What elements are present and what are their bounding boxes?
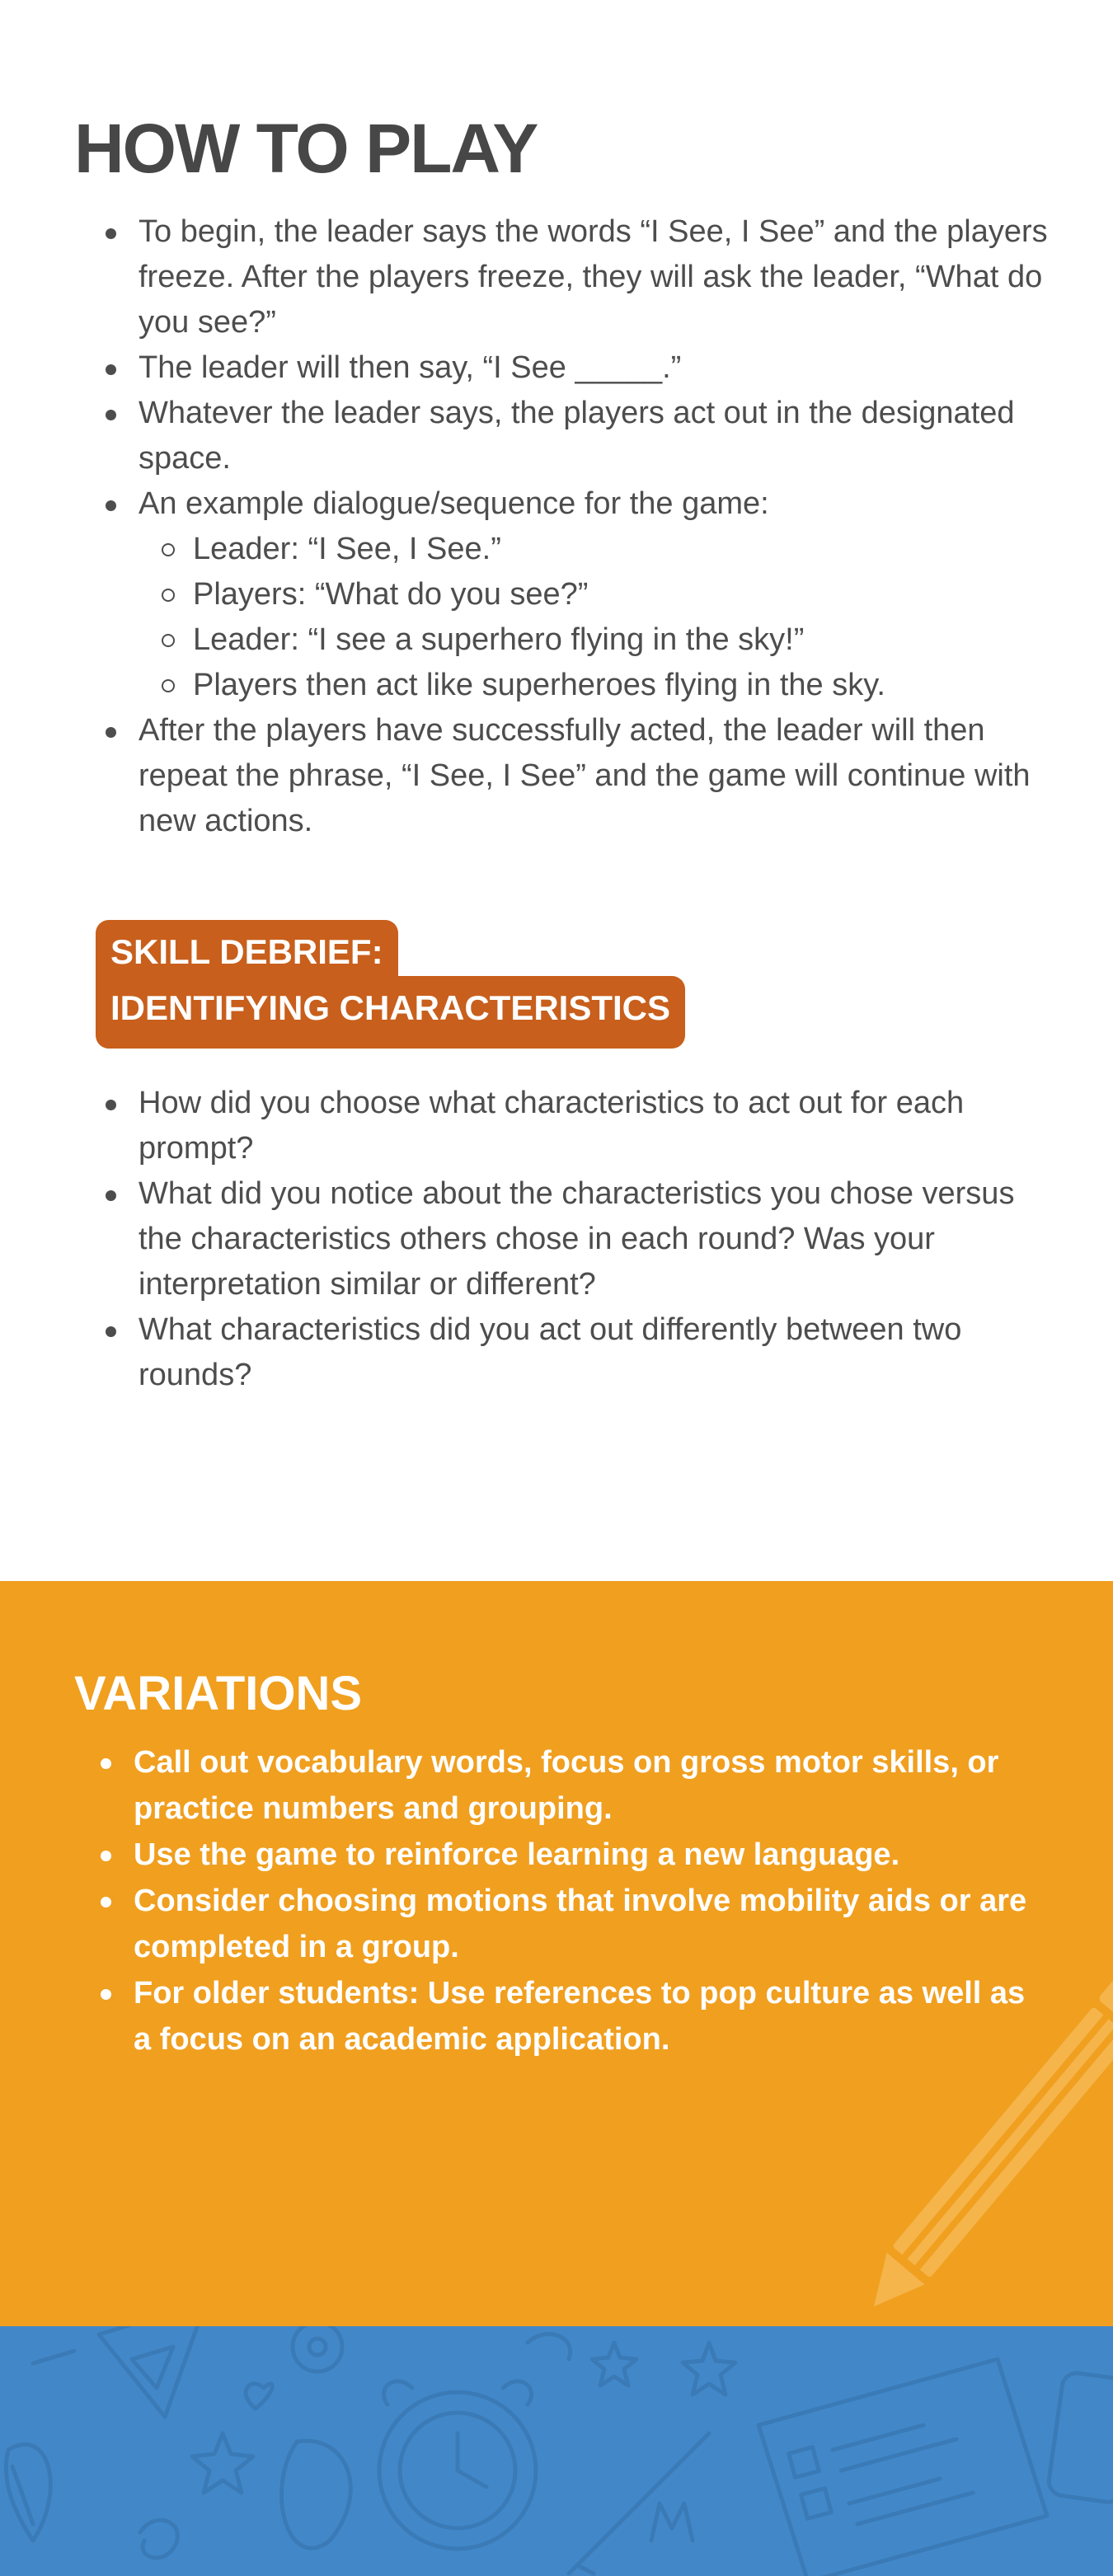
step-text: Whatever the leader says, the players act out in the designated space. — [139, 396, 1015, 476]
step-text: An example dialogue/sequence for the game: — [139, 486, 769, 521]
list-item: Call out vocabulary words, focus on gross motor skills, or practice numbers and grouping. — [0, 1739, 1113, 1832]
list-item: What did you notice about the characteristics you chose versus the characteristics others chose in each round? Was your interpretation similar or different? — [0, 1171, 1113, 1307]
list-item — [0, 481, 1113, 708]
list-item: Use the game to reinforce learning a new language. — [0, 1832, 1113, 1878]
step-text: The leader will then say, “I See _____.” — [139, 350, 682, 385]
list-item: What characteristics did you act out differently between two rounds? — [0, 1307, 1113, 1398]
star-doodle-icon — [192, 2433, 253, 2493]
letter-doodle-icon — [651, 2503, 693, 2541]
swirl-doodle-icon — [140, 2334, 571, 2558]
flower-doodle-icon — [293, 2326, 342, 2372]
school-doodle-pattern — [0, 2326, 1113, 2576]
worksheet-doodle-icon — [758, 2359, 1047, 2576]
how-to-play-heading: HOW TO PLAY — [74, 110, 538, 187]
sub-list-item: Players then act like superheroes flying in the sky. — [139, 663, 1055, 708]
list-item — [0, 345, 1113, 391]
step-text: To begin, the leader says the words “I See, I See” and the players freeze. After the players freeze, they will ask the leader, “What do you see?” — [139, 214, 1048, 340]
variations-heading: VARIATIONS — [74, 1667, 363, 1720]
star-doodle-icon — [683, 2343, 735, 2395]
list-item: How did you choose what characteristics to act out for each prompt? — [0, 1081, 1113, 1171]
skill-debrief-heading-line1: SKILL DEBRIEF: — [96, 920, 398, 983]
list-item — [0, 391, 1113, 481]
sub-list-item: Leader: “I See, I See.” — [139, 527, 1055, 572]
list-item — [0, 708, 1113, 844]
variations-section — [0, 1581, 1113, 2326]
heart-doodle-icon — [246, 2384, 272, 2409]
phone-doodle-icon — [1047, 2371, 1113, 2503]
triangle-ruler-doodle-icon — [99, 2326, 206, 2417]
skill-debrief-heading-line2: IDENTIFYING CHARACTERISTICS — [96, 976, 685, 1049]
pencil-icon — [849, 1977, 1113, 2326]
list-item: For older students: Use references to pop culture as well as a focus on an academic application. — [0, 1970, 1113, 2062]
list-item: Consider choosing motions that involve mobility aids or are completed in a group. — [0, 1878, 1113, 1970]
clock-doodle-icon — [379, 2381, 536, 2549]
step-text: After the players have successfully acted, the leader will then repeat the phrase, “I See, I See” and the game will continue with new actions. — [139, 713, 1031, 838]
sub-list-item: Leader: “I see a superhero flying in the sky!” — [139, 617, 1055, 663]
balloon-doodle-icon — [281, 2441, 350, 2548]
how-to-play-steps-list — [0, 209, 1113, 844]
skill-debrief-questions-list — [0, 1081, 1113, 1398]
leaf-doodle-icon — [6, 2444, 50, 2541]
footer-pattern-band — [0, 2326, 1113, 2576]
star-doodle-icon — [592, 2343, 636, 2386]
sub-list-item: Players: “What do you see?” — [139, 572, 1055, 617]
list-item — [0, 209, 1113, 345]
pencil-doodle-icon — [33, 2351, 709, 2574]
example-sequence-list — [139, 527, 1055, 708]
